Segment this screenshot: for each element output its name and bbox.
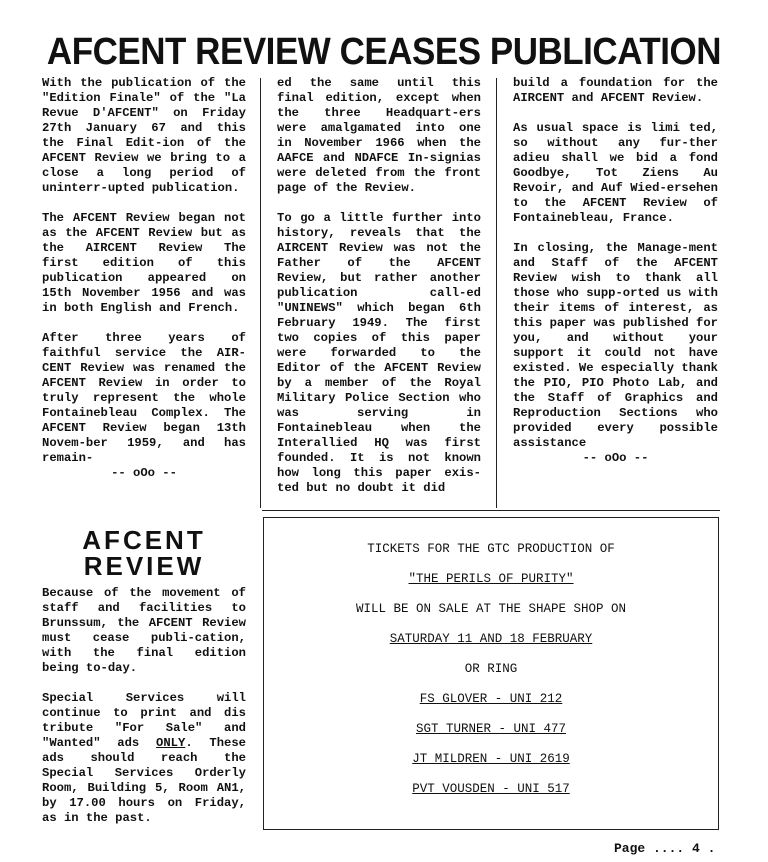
column-rule-1 — [260, 78, 261, 508]
production-title — [264, 572, 718, 586]
logo-line-2: REVIEW — [83, 551, 205, 581]
notice-text: Special Services will continue to print and dis tribute "For Sale" and "Wanted" ads — [42, 691, 246, 750]
notice-emphasis: ONLY — [156, 736, 186, 750]
notice-paragraph-1: Because of the movement of staff and facilities to Brunssum, the AFCENT Review must cease publi-cation, with the final edition being to-day. — [42, 586, 246, 675]
or-ring: OR RING — [464, 662, 518, 676]
sale-dates-text: SATURDAY 11 AND 18 FEBRUARY — [389, 632, 593, 646]
headline: AFCENT REVIEW CEASES PUBLICATION — [46, 31, 722, 73]
article-column-1 — [42, 76, 246, 481]
column-rule-2 — [496, 78, 497, 508]
contact-line — [264, 692, 718, 706]
paragraph: build a foundation for the AIRCENT and AFCENT Review. — [513, 76, 718, 105]
contact-text: FS GLOVER - UNI 212 — [419, 692, 563, 706]
contact-line — [264, 752, 718, 766]
end-mark: -- oOo -- — [111, 466, 177, 480]
article-column-2 — [277, 76, 481, 511]
sale-dates — [264, 632, 718, 646]
contact-text: SGT TURNER - UNI 477 — [415, 722, 567, 736]
notice-column — [42, 586, 246, 841]
contact-line — [264, 782, 718, 796]
paragraph: As usual space is limi ted, so without any fur-ther adieu shall we bid a fond Goodbye, Tot Ziens Au Revoir, and Auf Wied-ersehen to the AFCENT Review of Fontainebleau, France. — [513, 121, 718, 225]
tickets-box — [263, 517, 719, 830]
sale-location: WILL BE ON SALE AT THE SHAPE SHOP ON — [355, 602, 627, 616]
paragraph: With the publication of the "Edition Finale" of the "La Revue D'AFCENT" on Friday 27th January 67 and this the Final Edit-ion of the AFCENT Review we bring to a close a long period of uninterr-upted publication. — [42, 76, 246, 195]
logo-line-1: AFCENT — [82, 525, 206, 555]
end-mark: -- oOo -- — [582, 451, 649, 465]
contact-text: JT MILDREN - UNI 2619 — [412, 752, 570, 766]
page-number: Page .... 4 . — [614, 841, 716, 856]
paragraph: After three years of faithful service the AIR-CENT Review was renamed the AFCENT Review in order to truly represent the whole Fontainebleau Complex. The AFCENT Review began 13th Novem-ber 1959, and has remain- — [42, 331, 246, 465]
tickets-heading: TICKETS FOR THE GTC PRODUCTION OF — [367, 542, 615, 556]
paragraph: In closing, the Manage-ment and Staff of the AFCENT Review wish to thank all those who supp-orted us with their items of interest, as this paper was published for you, and without your support it could not have existed. We especially thank the PIO, PIO Photo Lab, and the Staff of Graphics and Reproduction Sections who provided every possible assistance — [513, 241, 718, 450]
contact-line — [264, 722, 718, 736]
article-column-3 — [513, 76, 718, 466]
production-title-text: "THE PERILS OF PURITY" — [408, 572, 574, 586]
paragraph: ed the same until this final edition, except when the three Headquart-ers were amalgamated into one in November 1966 when the AAFCE and NDAFCE In-signias were deleted from the front page of the Review. — [277, 76, 481, 195]
contact-text: PVT VOUSDEN - UNI 517 — [412, 782, 570, 796]
section-divider — [262, 510, 720, 511]
afcent-review-logo — [42, 527, 246, 579]
notice-paragraph-2 — [42, 691, 246, 826]
paragraph: The AFCENT Review began not as the AFCENT Review but as the AIRCENT Review The first edition of this publication appeared on 15th November 1956 and was in both English and French. — [42, 211, 246, 315]
paragraph: To go a little further into history, reveals that the AIRCENT Review was not the Father of the AFCENT Review, but rather another publication call-ed "UNINEWS" which began 6th February 1949. The first two copies of this paper were forwarded to the Editor of the AFCENT Review by a member of the Royal Military Police Section who was serving in Fontainebleau when the Interallied HQ was first founded. It is not known how long this paper exis-ted but no doubt it did — [277, 211, 481, 495]
notice-text: . These ads should reach the Special Services Orderly Room, Building 5, Room AN1, by 17.00 hours on Friday, as in the past. — [42, 736, 246, 825]
